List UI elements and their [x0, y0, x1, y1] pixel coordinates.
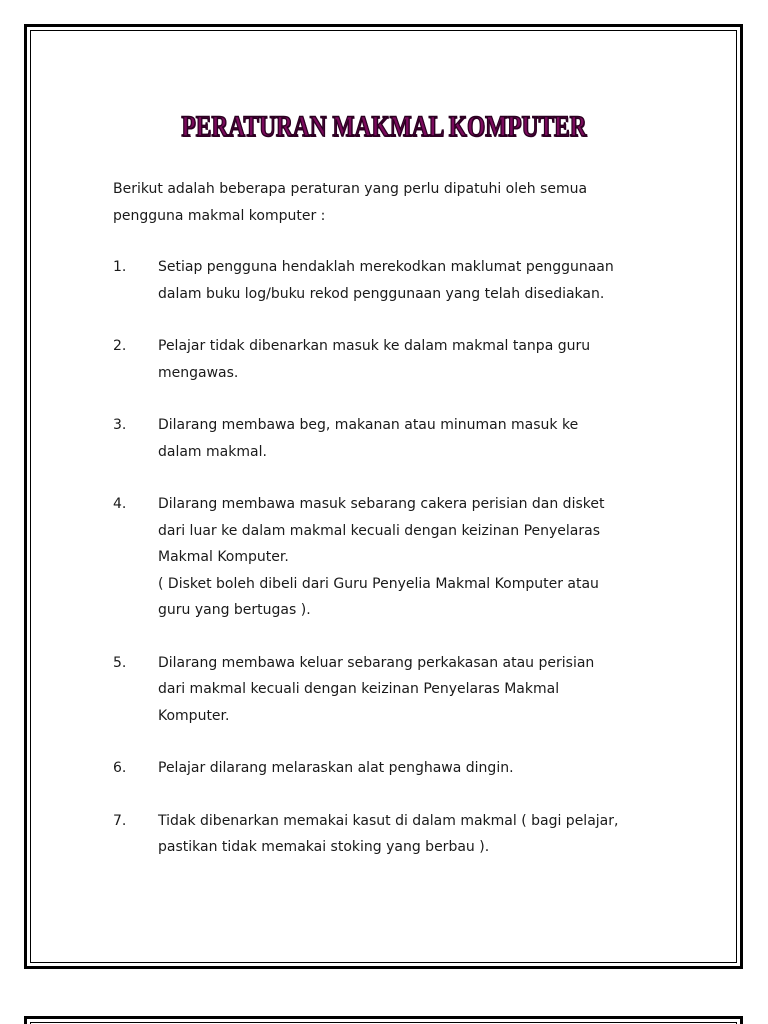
rule-item [113, 412, 673, 465]
rule-text: Pelajar tidak dibenarkan masuk ke dalam makmal tanpa guru mengawas. [158, 338, 591, 381]
rules-list [113, 254, 673, 861]
document-title: PERATURAN MAKMAL KOMPUTER [181, 110, 587, 143]
rule-item [113, 254, 673, 307]
rule-item [113, 808, 673, 861]
rule-number: 5. [113, 654, 127, 671]
rule-number: 6. [113, 760, 127, 776]
intro-paragraph: Berikut adalah beberapa peraturan yang perlu dipatuhi oleh semua pengguna makmal komputer : [113, 181, 588, 224]
rule-text: Dilarang membawa keluar sebarang perkakasan atau perisian dari makmal kecuali dengan keizinan Penyelaras Makmal Komputer. [158, 654, 595, 724]
rule-text: Dilarang membawa beg, makanan atau minuman masuk ke dalam makmal. [158, 417, 579, 460]
rule-text: Tidak dibenarkan memakai kasut di dalam makmal ( bagi pelajar, pastikan tidak memakai stoking yang berbau ). [158, 812, 619, 855]
rule-number: 7. [113, 812, 127, 829]
rule-item [113, 650, 673, 730]
rule-item [113, 755, 673, 782]
rule-item [113, 491, 673, 624]
rule-number: 4. [113, 496, 127, 512]
rule-item [113, 333, 673, 386]
rule-number: 1. [113, 259, 127, 275]
rule-text: Setiap pengguna hendaklah merekodkan maklumat penggunaan dalam buku log/buku rekod penggunaan yang telah disediakan. [158, 259, 614, 302]
rule-text: Pelajar dilarang melaraskan alat penghawa dingin. [158, 760, 514, 776]
rule-text: Dilarang membawa masuk sebarang cakera perisian dan disket dari luar ke dalam makmal kecuali dengan keizinan Penyelaras Makmal Komputer. ( Disket boleh dibeli dari Guru Penyelia Makmal Komputer atau guru yang bertugas ). [158, 496, 605, 618]
rule-number: 3. [113, 417, 127, 433]
next-page-border [24, 1016, 743, 1024]
rule-number: 2. [113, 338, 127, 354]
